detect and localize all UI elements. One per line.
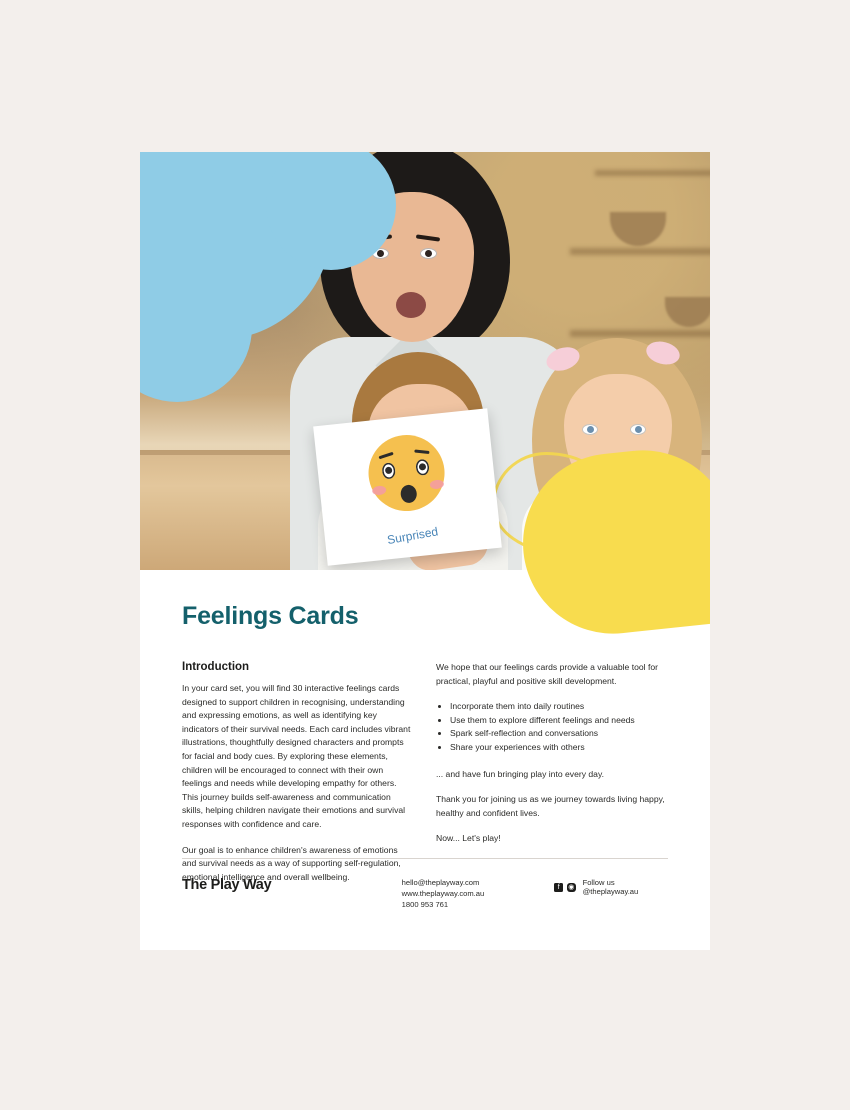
intro-paragraph-2: Our goal is to enhance children's awareness of emotions and survival needs as a way of supporting self-regulation, emotional intelligence and overall wellbeing.	[182, 844, 401, 882]
right-paragraph-2: ... and have fun bringing play into every day.	[436, 768, 605, 779]
surprised-face-illustration	[365, 431, 449, 515]
bowl-object	[610, 212, 666, 246]
right-paragraph-3: Thank you for joining us as we journey towards living happy, healthy and confident lives.	[436, 794, 665, 818]
card-eye-left	[381, 462, 396, 479]
card-mouth	[400, 484, 418, 504]
introduction-heading: Introduction	[182, 661, 250, 673]
social-handle-text: Follow us @theplayway.au	[582, 878, 639, 896]
feelings-flash-card	[313, 408, 502, 566]
facebook-icon[interactable]: f	[554, 883, 563, 892]
instagram-icon[interactable]: ◉	[568, 883, 575, 891]
girl-eye-left	[582, 424, 598, 435]
card-blush-right	[429, 479, 444, 489]
bowl-object-2	[665, 297, 710, 327]
card-brow-left	[379, 452, 394, 459]
adult-brow-right	[416, 234, 440, 241]
right-paragraph-4: Now... Let's play!	[436, 833, 501, 844]
card-brow-right	[414, 450, 429, 455]
intro-paragraph-1: In your card set, you will find 30 interactive feelings cards designed to support children in recognising, understanding and expressing emotions, as well as identifying key indicators of their survival needs. Each card includes vibrant illustrations, thoughtfully designed characters and prompts for facial and body cues. By exploring these elements, children will be encouraged to connect with their own feelings and needs while developing empathy for others. This journey builds self-awareness and communication skills, helping children navigate their emotions and survival responses with confidence and care.	[182, 683, 411, 829]
email-link[interactable]: hello@theplayway.com	[401, 878, 480, 887]
shelf-top	[595, 170, 710, 176]
website-link[interactable]: www.theplayway.com.au	[401, 889, 485, 898]
list-item: • Use them to explore different feelings and needs	[450, 714, 668, 728]
shelf-lower	[570, 330, 710, 337]
list-item: • Spark self-reflection and conversations	[450, 727, 668, 741]
page-title: Feelings Cards	[182, 602, 359, 630]
card-blush-left	[372, 485, 387, 495]
adult-mouth	[396, 292, 426, 318]
list-item: • Share your experiences with others	[450, 741, 668, 755]
shelf-middle	[570, 248, 710, 255]
right-paragraph-1: We hope that our feelings cards provide a valuable tool for practical, playful and positive skill development.	[436, 662, 658, 686]
brand-name: The Play Way	[182, 877, 272, 893]
usage-bullet-list	[436, 700, 668, 754]
card-label: Surprised	[386, 524, 440, 548]
two-column-body	[182, 661, 668, 896]
document-page	[140, 152, 710, 950]
girl-eye-right	[630, 424, 646, 435]
right-column	[436, 661, 668, 896]
document-content	[140, 570, 710, 896]
left-column	[182, 661, 414, 896]
adult-eye-right	[420, 248, 437, 259]
card-eye-right	[415, 459, 430, 476]
phone-number: 1800 953 761	[401, 900, 449, 909]
list-item: • Incorporate them into daily routines	[450, 700, 668, 714]
